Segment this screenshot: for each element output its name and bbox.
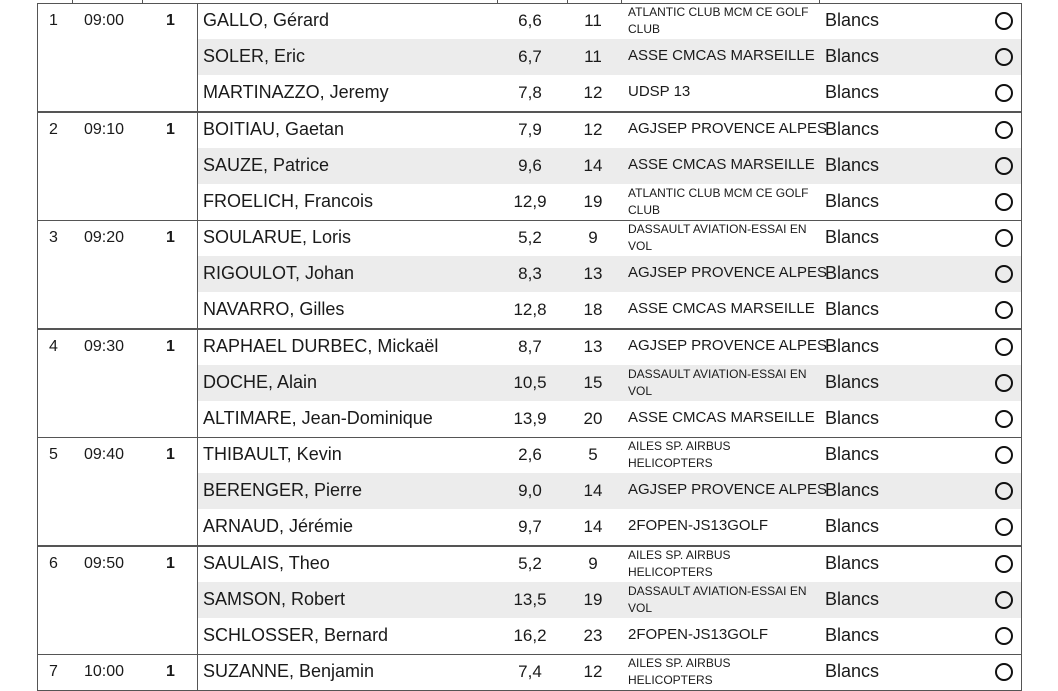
player-tee-color: Blancs xyxy=(825,624,880,645)
player-playing-handicap: 12 xyxy=(583,119,603,139)
player-name: RIGOULOT, Johan xyxy=(203,263,355,283)
player-index: 16,2 xyxy=(513,625,547,645)
player-name: SAULAIS, Theo xyxy=(203,552,330,573)
group-right-border xyxy=(1021,112,1022,220)
player-club: 2FOPEN-JS13GOLF xyxy=(628,625,769,643)
group-left-border xyxy=(37,329,38,437)
player-club: UDSP 13 xyxy=(628,83,691,100)
group-inner-divider xyxy=(197,654,198,690)
group-start-tee: 1 xyxy=(166,12,175,29)
player-club: DASSAULT AVIATION-ESSAI EN VOL xyxy=(628,366,807,398)
player-tee-color: Blancs xyxy=(825,82,880,102)
player-playing-handicap: 20 xyxy=(583,408,603,428)
checkin-circle[interactable] xyxy=(995,338,1013,356)
checkin-circle[interactable] xyxy=(995,229,1013,247)
player-index: 8,7 xyxy=(518,336,542,356)
player-playing-handicap: 11 xyxy=(584,47,602,66)
group-inner-divider xyxy=(197,546,198,654)
player-playing-handicap: 19 xyxy=(583,191,603,211)
player-playing-handicap: 14 xyxy=(583,155,603,175)
player-index: 6,6 xyxy=(518,11,542,30)
player-index: 9,7 xyxy=(518,517,542,536)
player-tee-color: Blancs xyxy=(825,46,880,66)
group-left-border xyxy=(37,220,38,328)
group-number: 6 xyxy=(49,554,58,572)
checkin-circle[interactable] xyxy=(995,301,1013,319)
group-start-tee: 1 xyxy=(166,120,175,138)
player-name: SOLER, Eric xyxy=(203,46,306,66)
player-tee-color: Blancs xyxy=(825,480,880,500)
group-start-time: 09:00 xyxy=(84,12,125,29)
player-name: FROELICH, Francois xyxy=(203,190,374,211)
group-number: 1 xyxy=(49,12,58,29)
player-index: 5,2 xyxy=(518,228,542,247)
player-club: AGJSEP PROVENCE ALPES xyxy=(628,481,827,498)
player-tee-color: Blancs xyxy=(825,661,880,681)
player-playing-handicap: 18 xyxy=(583,300,603,319)
player-tee-color: Blancs xyxy=(825,10,880,30)
player-club: AILES SP. AIRBUS HELICOPTERS xyxy=(628,656,731,687)
group-left-border xyxy=(37,112,38,220)
group-start-time: 10:00 xyxy=(84,663,125,680)
group-right-border xyxy=(1021,3,1022,111)
group-start-time: 09:50 xyxy=(84,554,125,572)
player-club: DASSAULT AVIATION-ESSAI EN VOL xyxy=(628,222,807,253)
checkin-circle[interactable] xyxy=(995,84,1013,102)
player-club: AGJSEP PROVENCE ALPES xyxy=(628,264,827,281)
player-tee-color: Blancs xyxy=(825,154,880,175)
player-index: 7,4 xyxy=(518,662,542,681)
player-index: 6,7 xyxy=(518,47,542,66)
checkin-circle[interactable] xyxy=(995,627,1013,645)
player-club: ATLANTIC CLUB MCM CE GOLF CLUB xyxy=(628,5,809,36)
header-column-tick xyxy=(72,0,73,3)
player-index: 8,3 xyxy=(518,264,542,283)
player-index: 2,6 xyxy=(518,445,542,464)
table-top-border xyxy=(37,3,1021,4)
player-index: 9,6 xyxy=(518,155,542,175)
player-playing-handicap: 12 xyxy=(583,662,603,681)
checkin-circle[interactable] xyxy=(995,555,1013,573)
group-right-border xyxy=(1021,654,1022,690)
player-tee-color: Blancs xyxy=(825,299,880,319)
group-left-border xyxy=(37,654,38,690)
checkin-circle[interactable] xyxy=(995,374,1013,392)
group-inner-divider xyxy=(197,3,198,111)
checkin-circle[interactable] xyxy=(995,121,1013,139)
player-index: 13,5 xyxy=(513,589,547,609)
group-right-border xyxy=(1021,546,1022,654)
checkin-circle[interactable] xyxy=(995,157,1013,175)
group-inner-divider xyxy=(197,329,198,437)
header-column-tick xyxy=(819,0,820,3)
player-name: SOULARUE, Loris xyxy=(203,227,352,247)
player-club: ATLANTIC CLUB MCM CE GOLF CLUB xyxy=(628,185,809,217)
player-club: AGJSEP PROVENCE ALPES xyxy=(628,336,827,354)
player-tee-color: Blancs xyxy=(825,118,880,139)
group-start-tee: 1 xyxy=(166,337,175,355)
player-playing-handicap: 19 xyxy=(583,589,603,609)
group-start-time: 09:30 xyxy=(84,337,125,355)
header-column-tick xyxy=(621,0,622,3)
group-inner-divider xyxy=(197,437,198,545)
player-playing-handicap: 13 xyxy=(583,336,603,356)
player-tee-color: Blancs xyxy=(825,263,880,283)
player-index: 7,8 xyxy=(518,83,542,102)
group-right-border xyxy=(1021,329,1022,437)
group-left-border xyxy=(37,546,38,654)
player-name: MARTINAZZO, Jeremy xyxy=(203,82,389,102)
checkin-circle[interactable] xyxy=(995,193,1013,211)
player-index: 10,5 xyxy=(513,372,547,392)
player-name: SAUZE, Patrice xyxy=(203,154,330,175)
player-playing-handicap: 14 xyxy=(583,517,603,536)
player-name: SCHLOSSER, Bernard xyxy=(203,624,389,645)
group-number: 3 xyxy=(49,229,58,246)
player-name: BOITIAU, Gaetan xyxy=(203,118,345,139)
group-number: 4 xyxy=(49,337,58,355)
player-name: ARNAUD, Jérémie xyxy=(203,516,354,536)
player-tee-color: Blancs xyxy=(825,588,880,609)
header-column-tick xyxy=(567,0,568,3)
player-index: 12,9 xyxy=(513,191,547,211)
checkin-circle[interactable] xyxy=(995,446,1013,464)
player-index: 13,9 xyxy=(513,408,547,428)
player-club: AGJSEP PROVENCE ALPES xyxy=(628,119,827,137)
group-top-border xyxy=(37,654,1022,655)
checkin-circle[interactable] xyxy=(995,591,1013,609)
player-name: DOCHE, Alain xyxy=(203,371,318,392)
group-number: 2 xyxy=(49,120,58,138)
player-index: 9,0 xyxy=(518,481,542,500)
player-name: THIBAULT, Kevin xyxy=(203,444,342,464)
player-tee-color: Blancs xyxy=(825,552,880,573)
player-index: 12,8 xyxy=(513,300,547,319)
player-club: AILES SP. AIRBUS HELICOPTERS xyxy=(628,439,731,470)
player-name: BERENGER, Pierre xyxy=(203,480,363,500)
player-tee-color: Blancs xyxy=(825,371,880,392)
group-right-border xyxy=(1021,220,1022,328)
player-tee-color: Blancs xyxy=(825,227,880,247)
group-top-border xyxy=(37,437,1022,438)
player-club: AILES SP. AIRBUS HELICOPTERS xyxy=(628,547,731,579)
player-tee-color: Blancs xyxy=(825,335,880,356)
checkin-circle[interactable] xyxy=(995,663,1013,681)
group-top-border xyxy=(37,220,1022,221)
player-playing-handicap: 11 xyxy=(584,11,602,30)
group-start-time: 09:10 xyxy=(84,120,125,138)
player-club: DASSAULT AVIATION-ESSAI EN VOL xyxy=(628,583,807,615)
checkin-circle[interactable] xyxy=(995,518,1013,536)
player-playing-handicap: 9 xyxy=(588,228,598,247)
player-tee-color: Blancs xyxy=(825,190,880,211)
group-top-border xyxy=(37,112,1022,113)
checkin-circle[interactable] xyxy=(995,482,1013,500)
group-start-tee: 1 xyxy=(166,446,175,463)
player-club: ASSE CMCAS MARSEILLE xyxy=(628,155,815,173)
group-start-tee: 1 xyxy=(166,229,175,246)
group-inner-divider xyxy=(197,220,198,328)
group-number: 7 xyxy=(49,663,58,680)
player-club: ASSE CMCAS MARSEILLE xyxy=(628,47,815,64)
player-club: 2FOPEN-JS13GOLF xyxy=(628,517,769,534)
player-name: SUZANNE, Benjamin xyxy=(203,661,375,681)
player-playing-handicap: 12 xyxy=(583,83,603,102)
player-playing-handicap: 23 xyxy=(583,625,603,645)
group-start-time: 09:40 xyxy=(84,446,125,463)
group-inner-divider xyxy=(197,112,198,220)
player-index: 7,9 xyxy=(518,119,542,139)
checkin-circle[interactable] xyxy=(995,410,1013,428)
group-start-time: 09:20 xyxy=(84,229,125,246)
checkin-circle[interactable] xyxy=(995,12,1013,30)
group-start-tee: 1 xyxy=(166,554,175,572)
player-tee-color: Blancs xyxy=(825,407,880,428)
header-column-tick xyxy=(497,0,498,3)
player-playing-handicap: 13 xyxy=(583,264,603,283)
player-club: ASSE CMCAS MARSEILLE xyxy=(628,300,815,317)
player-playing-handicap: 15 xyxy=(583,372,603,392)
player-name: NAVARRO, Gilles xyxy=(203,299,345,319)
checkin-circle[interactable] xyxy=(995,48,1013,66)
player-playing-handicap: 9 xyxy=(588,553,598,573)
group-number: 5 xyxy=(49,446,58,463)
player-tee-color: Blancs xyxy=(825,444,880,464)
group-top-border xyxy=(37,546,1022,547)
checkin-circle[interactable] xyxy=(995,265,1013,283)
group-start-tee: 1 xyxy=(166,663,175,680)
player-name: ALTIMARE, Jean-Dominique xyxy=(203,407,433,428)
group-right-border xyxy=(1021,437,1022,545)
player-name: GALLO, Gérard xyxy=(203,10,330,30)
group-top-border xyxy=(37,329,1022,330)
header-column-tick xyxy=(142,0,143,3)
player-tee-color: Blancs xyxy=(825,516,880,536)
player-index: 5,2 xyxy=(518,553,542,573)
player-club: ASSE CMCAS MARSEILLE xyxy=(628,408,815,426)
group-left-border xyxy=(37,437,38,545)
player-playing-handicap: 14 xyxy=(583,481,603,500)
player-playing-handicap: 5 xyxy=(588,445,598,464)
player-name: RAPHAEL DURBEC, Mickaël xyxy=(203,335,439,356)
player-name: SAMSON, Robert xyxy=(203,588,346,609)
group-left-border xyxy=(37,3,38,111)
